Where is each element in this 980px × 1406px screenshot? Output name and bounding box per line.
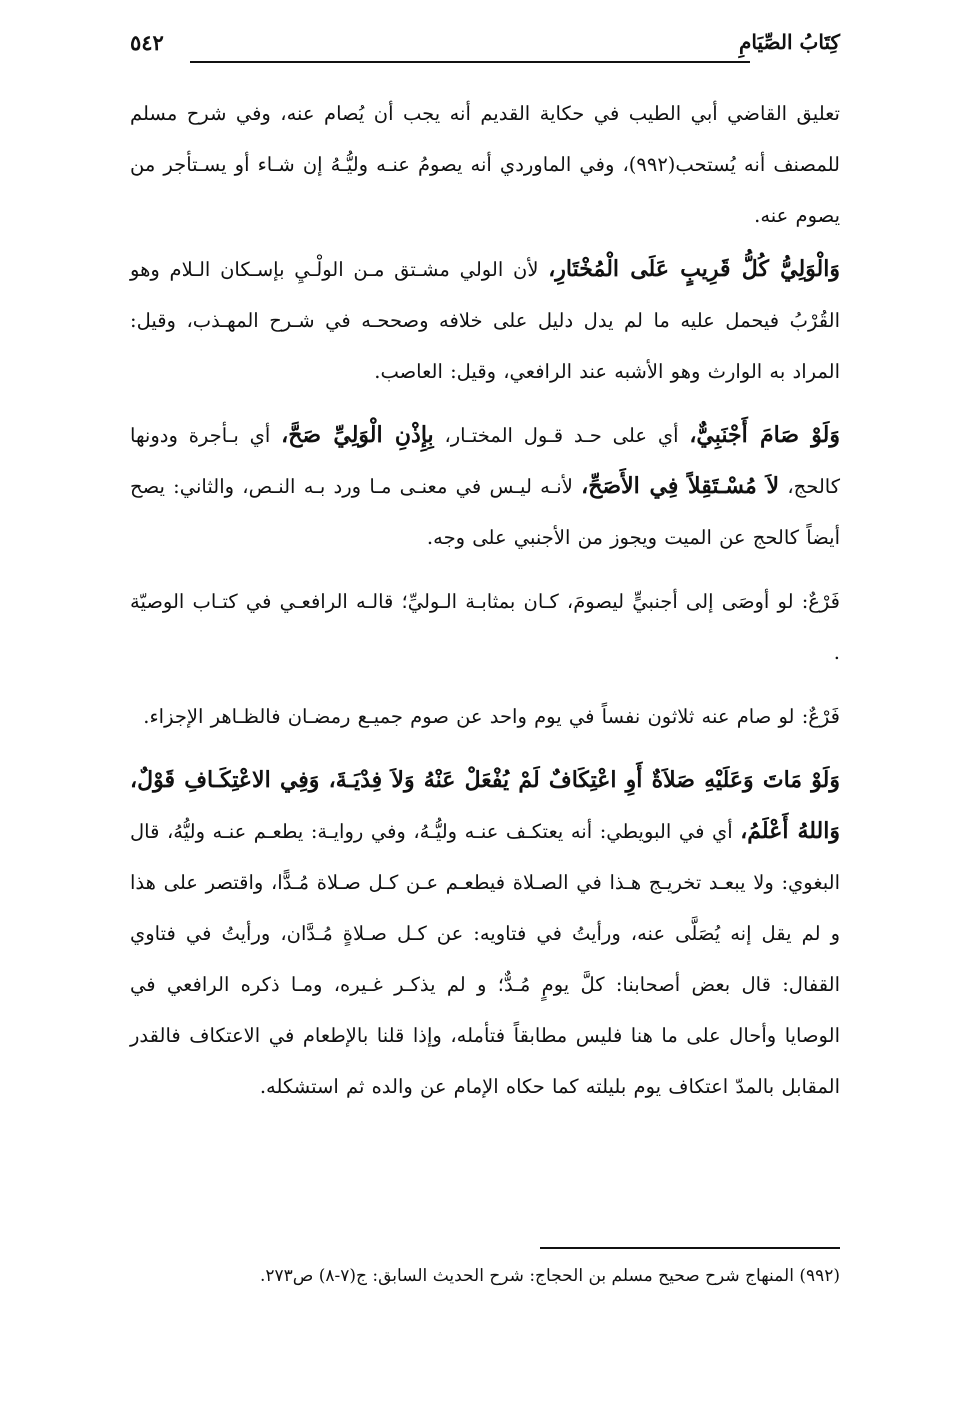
paragraph-continuation (130, 88, 840, 241)
commentary-text: لو صام عنه ثلاثون نفساً في يوم واحد عن صوم جميـع رمضـان فالظـاهر الإجزاء. (143, 705, 802, 728)
matn-text: بِإِذْنِ الْوَلِيِّ صَحَّ، (281, 422, 434, 448)
commentary-text: أي بـأجرة ودونها كالحج، (130, 424, 840, 498)
page-header (130, 26, 840, 66)
footnote: (٩٩٢) المنهاج شرح صحيح مسلم بن الحجاج: شرح الحديث السابق: ج(٧-٨) ص٢٧٣. (259, 1266, 840, 1286)
paragraph-far-1 (130, 576, 840, 678)
footnote-rule (540, 1247, 840, 1249)
matn-text: لاَ مُسْـتَقِلاً فِي الأَصَحِّ، (581, 473, 780, 499)
far-label: فَرْعٌ: (801, 590, 840, 613)
matn-text: وَالْوَلِيُّ كُلُّ قَرِيبٍ عَلَى الْمُخْتَارِ، (548, 256, 840, 282)
page-number: ٥٤٢ (130, 30, 164, 55)
commentary-text: تعليق القاضي أبي الطيب في حكاية القديم أنه يجب أن يُصام عنه، وفي شرح مسلم للمصنف أنه يُستحب(٩٩٢)، وفي الماوردي أنه يصومُ عنـه وليُّـهُ إن شـاء أو يسـتأجر من يصوم عنه. (130, 102, 840, 227)
page-body (130, 88, 840, 1125)
matn-text: وَلَوْ صَامَ أَجْنَبِيٌّ، (689, 422, 840, 448)
running-title: كِتَابُ الصِّيَامِ (739, 30, 840, 54)
paragraph-wali (130, 244, 840, 397)
commentary-text: أي في البويطي: أنه يعتكـف عنـه وليُّـهُ، وفي روايـة: يطعـم عنـه وليُّهُ، قال البغوي: ولا يبعـد تخريـج هـذا في الصـلاة فيطعـم عـن كـل صـلاة مُـدًّا، واقتصر على هذا و لم يقل إنه يُصَلَّى عنه، ورأيتُ في فتاويه: عن كـل صـلاةٍ مُـدَّان، ورأيتُ في فتاوي القفال: قال بعض أصحابنا: كلَّ يومٍ مُـدٌّ؛ و لم يذكـر غـيره، ومـا ذكره الرافعي في الوصايا وأحال على ما هنا فليس مطابقاً فتأمله، وإذا قلنا بالإطعام في الاعتكاف فالقدر المقابل بالمدّ اعتكاف يوم بليلته كما حكاه الإمام عن والده ثم استشكله. (130, 820, 840, 1098)
matn-text: وَلَوْ مَاتَ وَعَلَيْهِ صَلاَةٌ أَوِ اعْتِكَافٌ لَمْ يُفْعَلْ عَنْهُ وَلاَ فِدْيَـةَ، وَفِي الاعْتِكَـافِ قَوْلٌ، وَاللهُ أَعْلَمُ، (130, 767, 840, 844)
commentary-text: أي على حـد قـول المختـار، (433, 424, 690, 447)
commentary-text: لو أوصَى إلى أجنبيٍّ ليصومَ، كـان بمثابـة الـوليِّ؛ قالـه الرافعـي في كتـاب الوصيّة . (130, 590, 840, 664)
paragraph-ajnabi (130, 410, 840, 563)
far-label: فَرْعٌ: (801, 705, 840, 728)
header-rule (190, 61, 750, 63)
paragraph-far-2 (130, 691, 840, 742)
commentary-text: لأنـه ليـس في معنـى مـا ورد بـه النـص، والثاني: يصح أيضاً كالحج عن الميت ويجوز من الأجنبي على وجه. (130, 475, 840, 549)
paragraph-salat-itikaf (130, 755, 840, 1112)
commentary-text: لأن الولي مشـتق مـن الولْـيِ بإسـكان الـلام وهو القُرْبُ فيحمل عليه ما لم يدل دليل على خلافه وصححـه في شـرح المهـذب، وقيل: المراد به الوارث وهو الأشبه عند الرافعي، وقيل: العاصب. (130, 258, 840, 383)
